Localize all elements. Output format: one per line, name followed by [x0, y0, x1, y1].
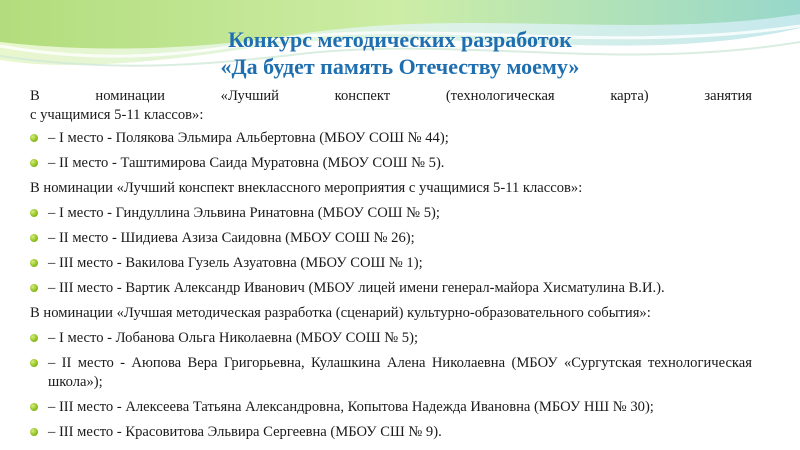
- nomination-2-heading: В номинации «Лучший конспект внеклассного мероприятия с учащимися 5-11 классов»:: [30, 180, 583, 196]
- title-line-2: «Да будет память Отечеству моему»: [220, 54, 580, 79]
- list-item: – I место - Полякова Эльмира Альбертовна (МБОУ СОШ № 44);: [30, 129, 752, 148]
- list-item: – III место - Вакилова Гузель Азуатовна (МБОУ СОШ № 1);: [30, 254, 752, 273]
- bullet-icon: [30, 234, 38, 242]
- title-line-1: Конкурс методических разработок: [228, 27, 572, 52]
- bullet-icon: [30, 209, 38, 217]
- list-item: – I место - Гиндуллина Эльвина Ринатовна (МБОУ СОШ № 5);: [30, 204, 752, 223]
- list-item: – II место - Аюпова Вера Григорьевна, Кулашкина Алена Николаевна (МБОУ «Сургутская технологическая школа»);: [30, 354, 752, 392]
- bullet-icon: [30, 159, 38, 167]
- nomination-2-list: [30, 204, 752, 298]
- list-item: – III место - Алексеева Татьяна Александровна, Копытова Надежда Ивановна (МБОУ НШ № 30);: [30, 398, 752, 417]
- nomination-1-heading: В номинации «Лучший конспект (технологическая карта) занятия: [30, 88, 752, 104]
- bullet-icon: [30, 403, 38, 411]
- nomination-3-heading: В номинации «Лучшая методическая разработка (сценарий) культурно-образовательного события»:: [30, 305, 651, 321]
- bullet-icon: [30, 284, 38, 292]
- bullet-icon: [30, 428, 38, 436]
- slide-content: [30, 87, 752, 448]
- nomination-3-list: [30, 329, 752, 442]
- bullet-icon: [30, 259, 38, 267]
- list-item: – I место - Лобанова Ольга Николаевна (МБОУ СОШ № 5);: [30, 329, 752, 348]
- bullet-icon: [30, 334, 38, 342]
- slide-title: [0, 26, 800, 80]
- list-item: – II место - Шидиева Азиза Саидовна (МБОУ СОШ № 26);: [30, 229, 752, 248]
- list-item: – II место - Таштимирова Саида Муратовна (МБОУ СОШ № 5).: [30, 154, 752, 173]
- list-item: – III место - Красовитова Эльвира Сергеевна (МБОУ СШ № 9).: [30, 423, 752, 442]
- nomination-1-list: [30, 129, 752, 173]
- bullet-icon: [30, 359, 38, 367]
- nomination-1-heading-cont: с учащимися 5-11 классов»:: [30, 107, 204, 123]
- bullet-icon: [30, 134, 38, 142]
- list-item: – III место - Вартик Александр Иванович (МБОУ лицей имени генерал-майора Хисматулина В.И.).: [30, 279, 752, 298]
